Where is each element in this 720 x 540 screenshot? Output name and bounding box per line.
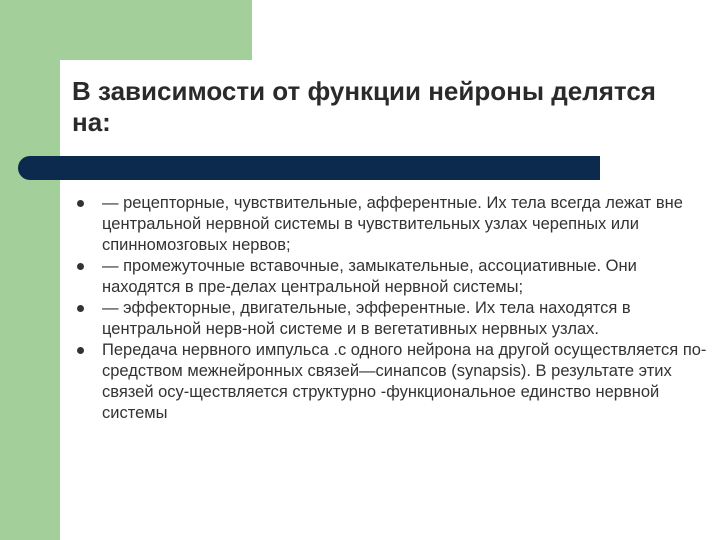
bullet-text: — промежуточные вставочные, замыкательные, ассоциативные. Они находятся в пре-делах центральной нервной системы;	[102, 257, 637, 296]
bullet-item-effector	[75, 298, 715, 340]
bullet-dot-icon	[77, 263, 84, 270]
title-underline-bar	[18, 156, 600, 180]
bullet-item-receptor	[75, 193, 715, 256]
bullet-text: — эффекторные, двигательные, эфферентные. Их тела находятся в центральной нерв-ной системе и в вегетативных нервных узлах.	[102, 299, 631, 338]
bullet-list	[75, 193, 715, 424]
bullet-text: Передача нервного импульса .с одного нейрона на другой осуществляется по-средством межнейронных связей—синапсов (synapsis). В результате этих связей осу-ществляется структурно -функциональное единство нервной системы	[102, 341, 707, 422]
bullet-dot-icon	[77, 200, 84, 207]
bullet-item-synapse	[75, 340, 715, 424]
slide-title: В зависимости от функции нейроны делятся на:	[72, 76, 656, 137]
bullet-text: — рецепторные, чувствительные, афферентные. Их тела всегда лежат вне центральной нервной системы в чувствительных узлах черепных или спинномозговых нервов;	[102, 194, 683, 254]
bullet-dot-icon	[77, 305, 84, 312]
bullet-dot-icon	[77, 347, 84, 354]
bullet-item-interneuron	[75, 256, 715, 298]
